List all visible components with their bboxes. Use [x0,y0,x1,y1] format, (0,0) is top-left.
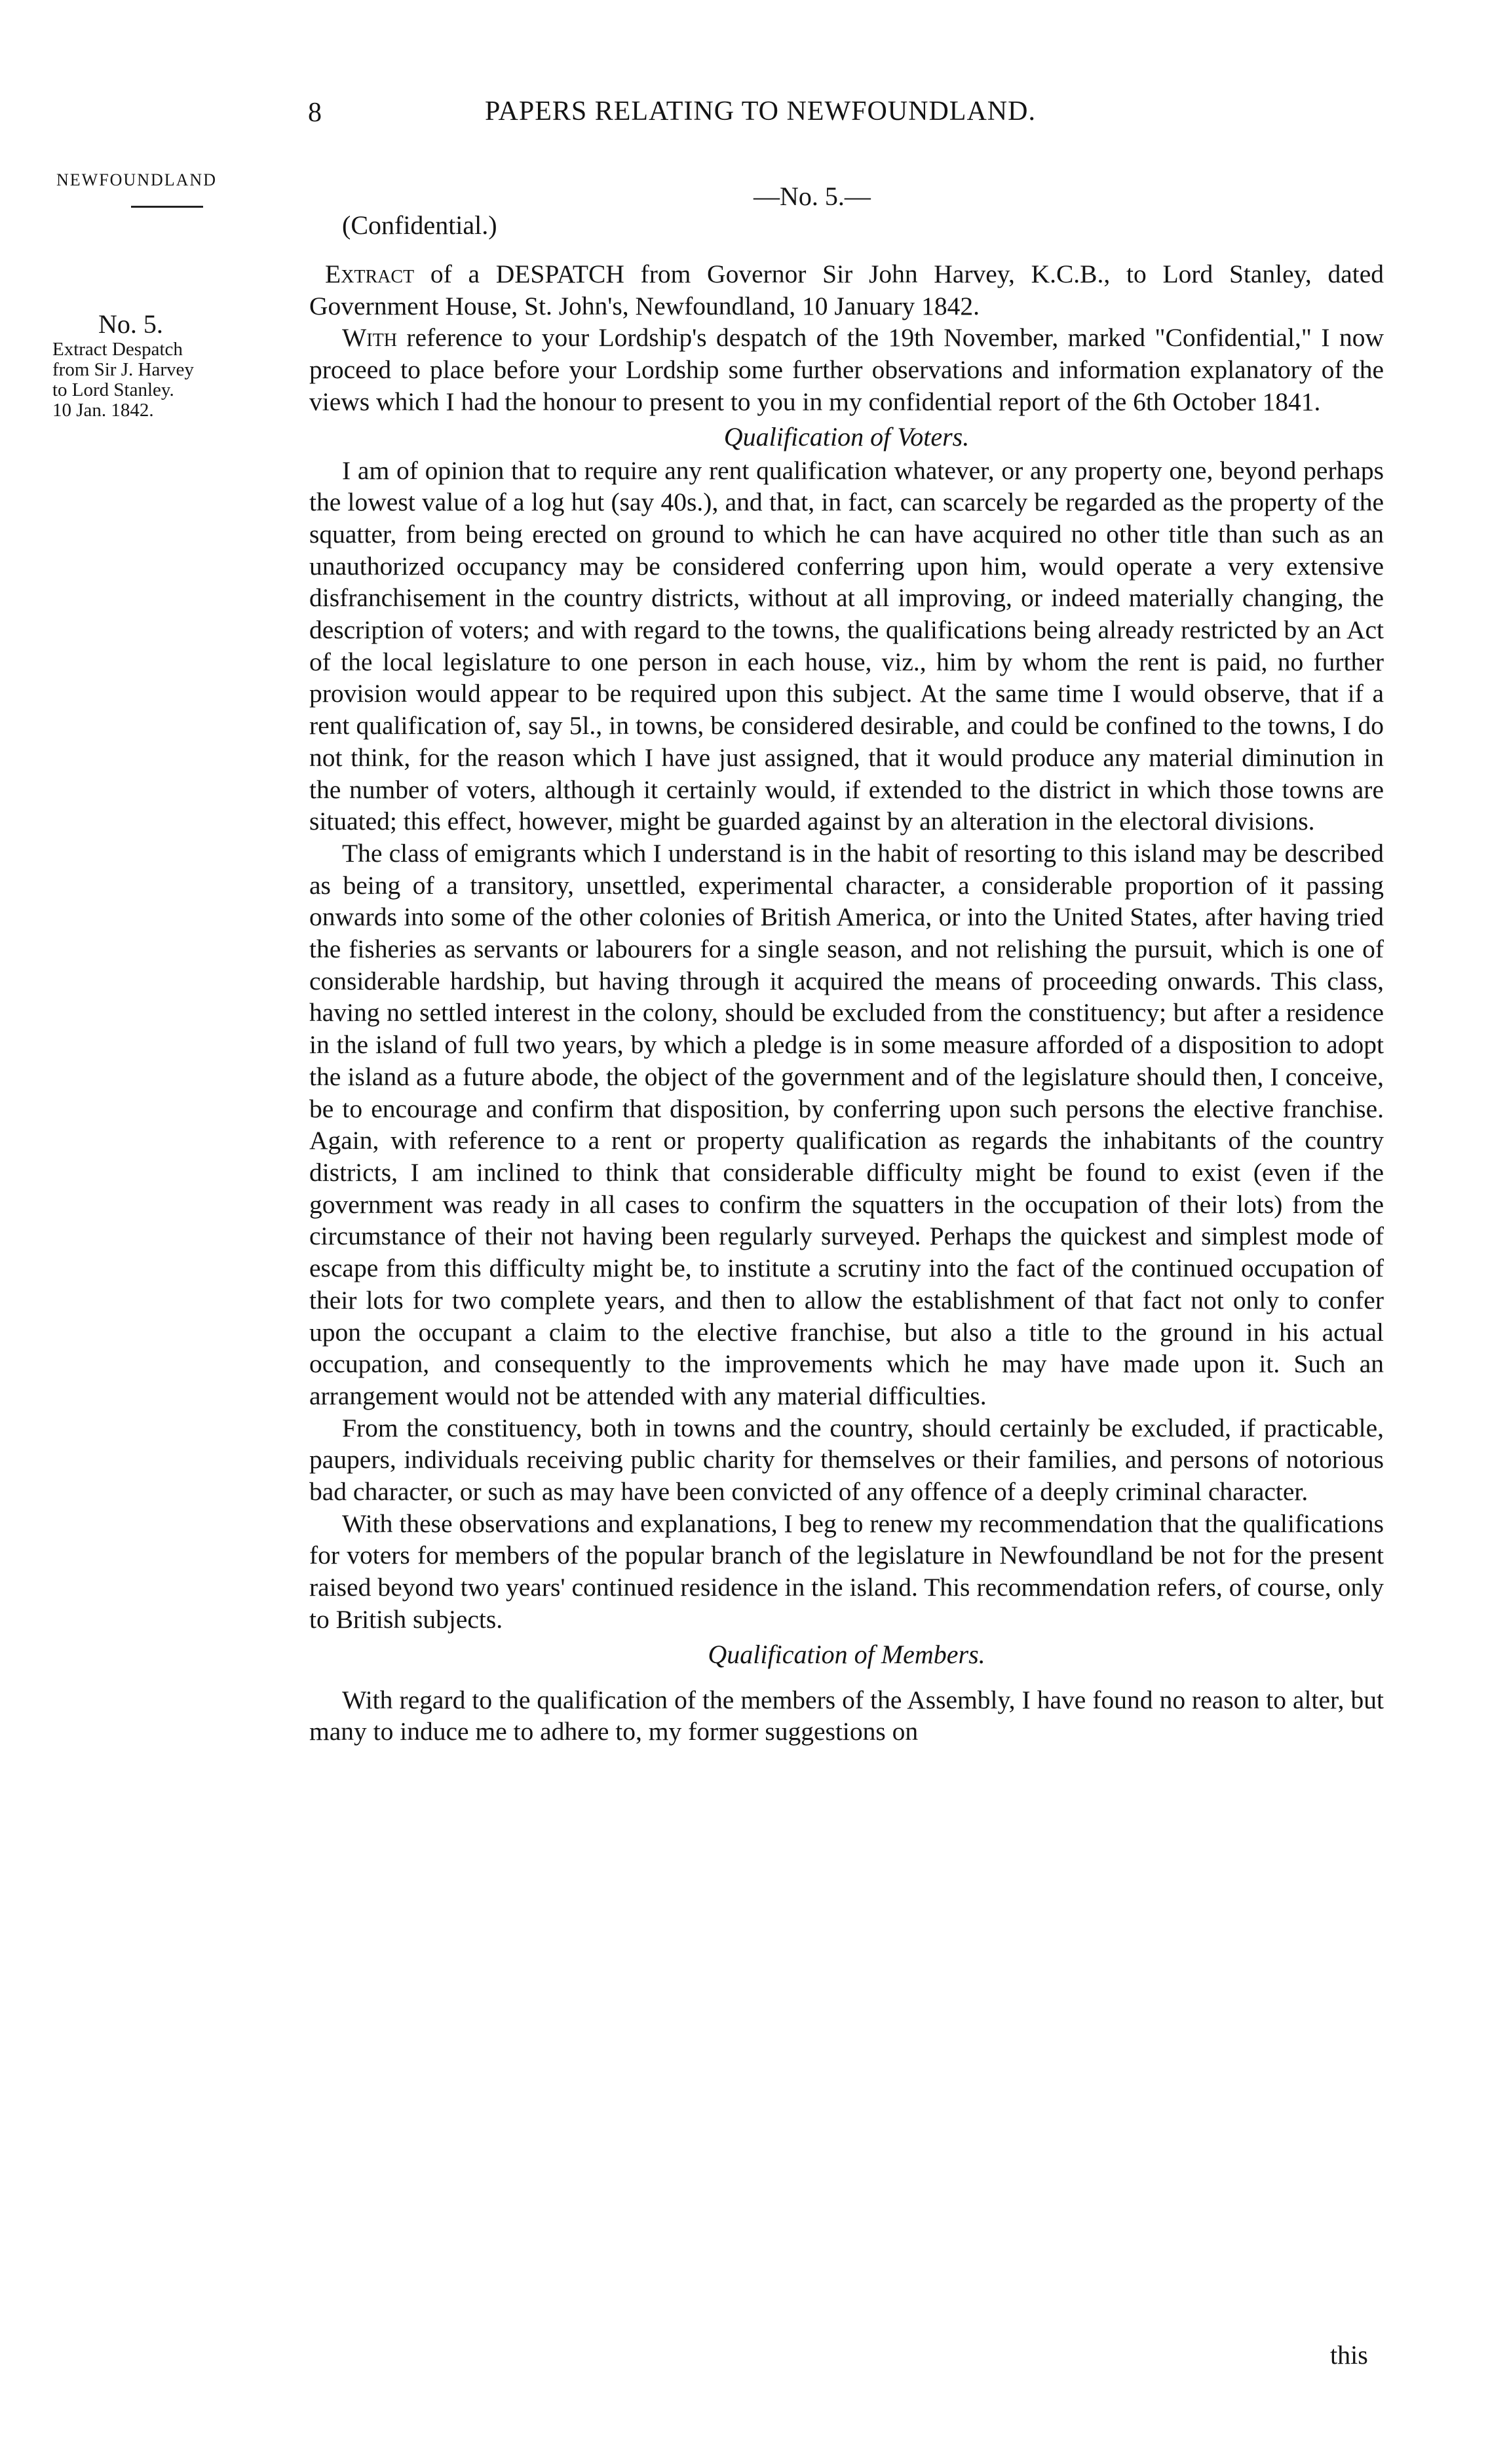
intro-paragraph [309,322,1384,417]
title-text: of a DESPATCH from Governor Sir John Harvey, K.C.B., to Lord Stanley, dated Government House, St. John's, Newfoundland, 10 January 1842. [309,260,1384,320]
document-body [309,258,1384,1748]
paragraph: From the constituency, both in towns and the country, should certainly be excluded, if practicable, paupers, individuals receiving public charity for themselves or their families, and persons of notorious bad character, or such as may have been convicted of any offence of a deeply criminal character. [309,1413,1384,1507]
margin-note [52,309,288,421]
margin-divider [131,206,203,208]
despatch-title [309,258,1384,322]
paragraph: I am of opinion that to require any rent qualification whatever, or any property one, beyond perhaps the lowest value of a log hut (say 40s.), and that, in fact, can scarcely be regarded as the property of the squatter, from being erected on ground to which he can have acquired no other title than such as an unauthorized occupancy may be considered conferring upon him, would operate a very extensive disfranchisement in the country districts, without at all improving, or indeed materially changing, the description of voters; and with regard to the towns, the qualifications being already restricted by an Act of the local legislature to one person in each house, viz., him by whom the rent is paid, no further provision would appear to be required upon this subject. At the same time I would observe, that if a rent qualification of, say 5l., in towns, be considered desirable, and could be confined to the towns, I do not think, for the reason which I have just assigned, that it would produce any material diminution in the number of voters, although it certainly would, if extended to the district in which those towns are situated; this effect, however, might be guarded against by an alteration in the electoral divisions. [309,455,1384,836]
document-number: —No. 5.— [754,182,871,211]
section-heading-voters: Qualification of Voters. [723,421,970,452]
paragraph: The class of emigrants which I understand is in the habit of resorting to this island may be described as being of a transitory, unsettled, experimental character, a considerable proportion of it passing onwards into some of the other colonies of British America, or into the United States, after having tried the fisheries as servants or labourers for a single season, and not relishing the pursuit, which is one of considerable hardship, but having through it acquired the means of proceeding onwards. This class, having no settled interest in the colony, should be excluded from the constituency; but after a residence in the island of full two years, by which a pledge is in some measure afforded of a disposition to adopt the island as a future abode, the object of the government and of the legislature should then, I conceive, be to encourage and confirm that disposition, by conferring upon such persons the elective franchise. Again, with reference to a rent or property qualification as regards the inhabitants of the country districts, I am inclined to think that considerable difficulty might be found to exist (even if the government was ready in all cases to confirm the squatters in the occupation of their lots) from the circumstance of their not having been regularly surveyed. Perhaps the quickest and simplest mode of escape from this difficulty might be, to institute a scrutiny into the fact of the continued occupation of their lots for two complete years, and then to allow the establishment of that fact not only to confer upon the occupant a claim to the elective franchise, but also a title to the ground in his actual occupation, and consequently to the improvements which he may have made upon it. Such an arrangement would not be attended with any material difficulties. [309,838,1384,1410]
margin-note-line: from Sir J. Harvey [52,359,194,380]
intro-text: reference to your Lordship's despatch of the 19th November, marked "Confidential," I now proceed to place before your Lordship some further observations and information explanatory of the views which I had the honour to present to you in my confidential report of the 6th October 1841. [309,323,1384,416]
page-number: 8 [308,98,322,128]
margin-colony-label: NEWFOUNDLAND [56,170,217,189]
section-heading-members: Qualification of Members. [708,1639,985,1669]
title-lead-word: Extract [325,260,415,288]
intro-lead-word: With [342,323,397,353]
margin-note-line: Extract Despatch [52,339,183,360]
margin-note-line: to Lord Stanley. [52,379,174,400]
paragraph: With regard to the qualification of the members of the Assembly, I have found no reason to alter, but many to induce me to adhere to, my former suggestions on [309,1685,1384,1746]
classification-label: (Confidential.) [342,210,497,240]
margin-note-number: No. 5. [98,309,163,339]
paragraph: With these observations and explanations, I beg to renew my recommendation that the qualifications for voters for members of the popular branch of the legislature in Newfoundland be not for the present raised beyond two years' continued residence in the island. This recommendation refers, of course, only to British subjects. [309,1509,1384,1634]
catchword: this [1330,2340,1368,2370]
running-header: PAPERS RELATING TO NEWFOUNDLAND. [485,96,1036,126]
margin-note-line: 10 Jan. 1842. [52,400,154,421]
